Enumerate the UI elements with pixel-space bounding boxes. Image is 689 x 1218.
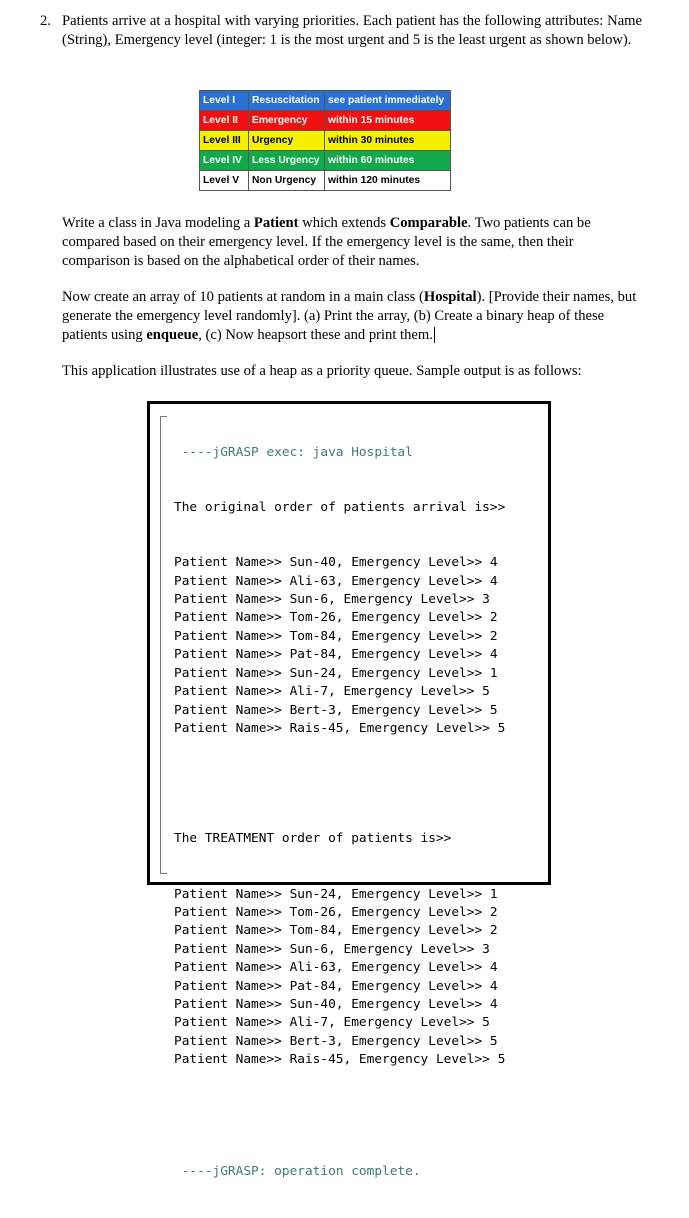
console-patient-line: Patient Name>> Rais-45, Emergency Level>> 5 [174,720,506,736]
time-cell: within 60 minutes [325,151,451,171]
console-patient-line: Patient Name>> Sun-6, Emergency Level>> 3 [174,592,490,608]
emergency-levels-table [199,90,451,191]
console-patient-line: Patient Name>> Sun-24, Emergency Level>> 1 [174,665,498,681]
level-row [200,111,451,131]
hospital-term: Hospital [423,289,477,305]
category-cell: Resuscitation [249,91,325,111]
time-cell: within 15 minutes [325,111,451,131]
console-patient-line: Patient Name>> Ali-63, Emergency Level>> 4 [174,960,498,976]
level-cell: Level II [200,111,249,131]
original-order-list [174,554,505,738]
patient-class-paragraph: Write a class in Java modeling a Patient which extends Comparable. Two patients can be compared based on their emergency level. If the emergency level is the same, then their comparison is based on the alphabetical order of their names. [62,215,591,269]
time-cell: within 30 minutes [325,131,451,151]
category-cell: Non Urgency [249,171,325,191]
level-row [200,91,451,111]
console-patient-line: Patient Name>> Sun-6, Emergency Level>> 3 [174,941,490,957]
console-complete-line: ----jGRASP: operation complete. [174,1164,421,1180]
console-patient-line: Patient Name>> Pat-84, Emergency Level>> 4 [174,647,498,663]
level-row [200,151,451,171]
console-patient-line: Patient Name>> Sun-40, Emergency Level>> 4 [174,996,498,1012]
hospital-task-paragraph: Now create an array of 10 patients at random in a main class (Hospital). [Provide their names, but generate the emergency level randomly]. (a) Print the array, (b) Create a binary heap of these patients using enqueue, (c) Now heapsort these and print them. [62,289,637,343]
console-patient-line: Patient Name>> Tom-26, Emergency Level>> 2 [174,610,498,626]
original-order-header: The original order of patients arrival is>> [174,500,506,516]
time-cell: within 120 minutes [325,171,451,191]
console-patient-line: Patient Name>> Ali-63, Emergency Level>> 4 [174,573,498,589]
console-patient-line: Patient Name>> Sun-40, Emergency Level>> 4 [174,555,498,571]
console-patient-line: Patient Name>> Tom-26, Emergency Level>> 2 [174,904,498,920]
console-text [174,407,505,1218]
category-cell: Urgency [249,131,325,151]
console-patient-line: Patient Name>> Ali-7, Emergency Level>> 5 [174,684,490,700]
console-patient-line: Patient Name>> Tom-84, Emergency Level>> 2 [174,628,498,644]
console-patient-line: Patient Name>> Ali-7, Emergency Level>> 5 [174,1015,490,1031]
time-cell: see patient immediately [325,91,451,111]
console-patient-line: Patient Name>> Tom-84, Emergency Level>> 2 [174,923,498,939]
console-exec-line: ----jGRASP exec: java Hospital [174,444,413,460]
console-output-window [147,401,551,1180]
console-patient-line: Patient Name>> Bert-3, Emergency Level>> 5 [174,702,498,718]
question-intro: Patients arrive at a hospital with varying priorities. Each patient has the following attributes: Name (String), Emergency level (integer: 1 is the most urgent and 5 is the least urgent as shown below). [62,13,642,48]
console-patient-line: Patient Name>> Rais-45, Emergency Level>> 5 [174,1052,506,1068]
console-bracket [160,416,167,874]
category-cell: Emergency [249,111,325,131]
sample-output-intro: This application illustrates use of a heap as a priority queue. Sample output is as follows: [62,363,582,379]
level-cell: Level V [200,171,249,191]
console-patient-line: Patient Name>> Sun-24, Emergency Level>> 1 [174,886,498,902]
console-patient-line: Patient Name>> Bert-3, Emergency Level>> 5 [174,1033,498,1049]
enqueue-term: enqueue [146,327,199,343]
patient-term: Patient [253,215,299,231]
treatment-order-header: The TREATMENT order of patients is>> [174,831,452,847]
question-number: 2. [40,13,51,29]
treatment-order-list [174,886,505,1070]
category-cell: Less Urgency [249,151,325,171]
level-cell: Level I [200,91,249,111]
comparable-term: Comparable [389,215,468,231]
level-cell: Level IV [200,151,249,171]
console-patient-line: Patient Name>> Pat-84, Emergency Level>> 4 [174,978,498,994]
level-row [200,171,451,191]
level-cell: Level III [200,131,249,151]
level-row [200,131,451,151]
